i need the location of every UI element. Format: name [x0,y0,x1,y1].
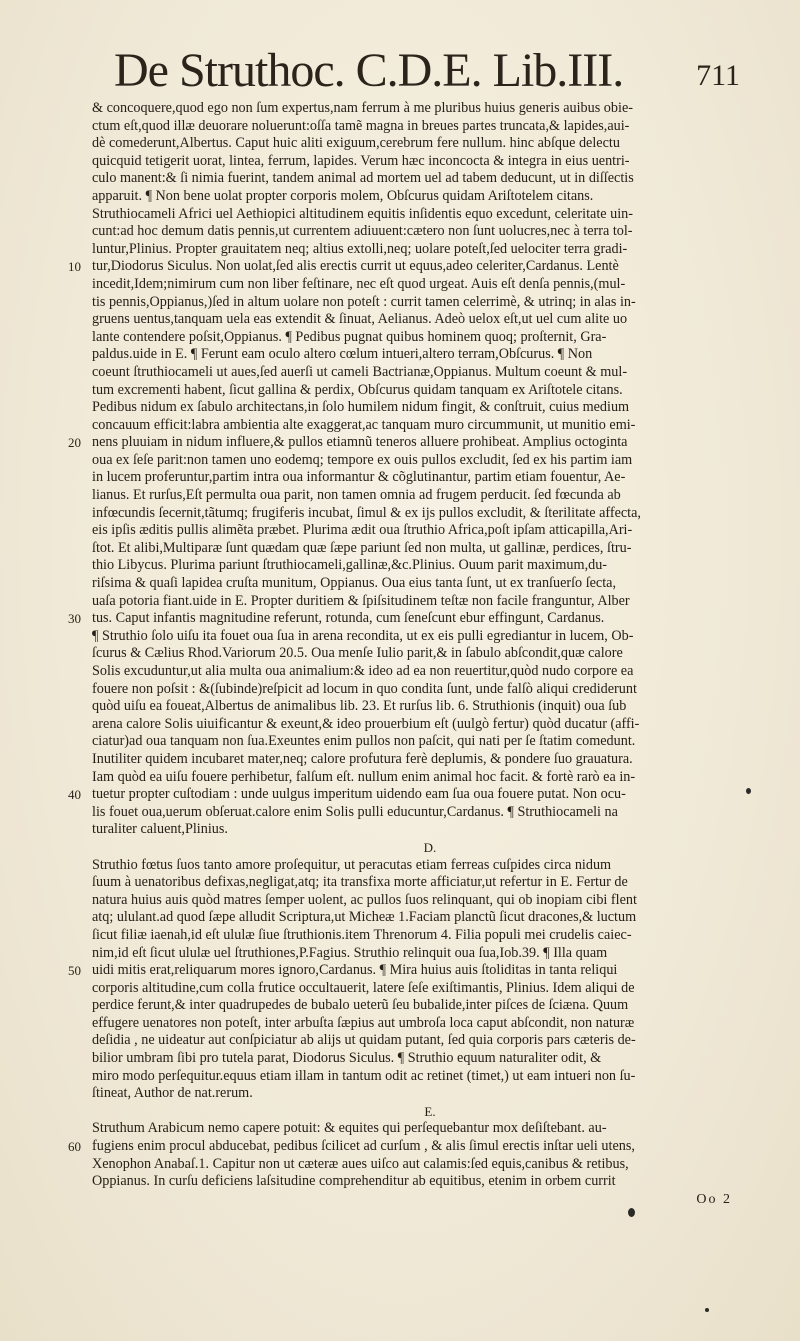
text-line [92,557,768,575]
line-text: fugiens enim procul abducebat, pedibus ſcilicet ad curſum , & alis ſimul erectis inſtar ueli utens, [92,1138,635,1155]
line-text: oua ex ſeſe parit:non tamen uno eodemq; tempore ex ouis pullos excludit, ſed ex his partim iam [92,451,633,468]
line-text: ſcurus & Cælius Rhod.Variorum 20.5. Oua menſe Iulio parit,& in ſabulo abſcondit,quæ calore [92,645,623,662]
ink-blot [628,1208,635,1217]
text-line [92,399,768,417]
text-line [92,241,768,259]
text-line [92,206,768,224]
signature-mark: Oo 2 [696,1191,732,1207]
line-text: ctum eſt,quod illæ deuorare noluerunt:oſſa tamẽ magna in breues partes truncata,& lapides,aui- [92,117,630,134]
text-line [92,135,768,153]
text-line [92,821,768,839]
text-line [68,1138,768,1156]
text-line [92,487,768,505]
text-block-c [68,100,768,839]
line-text: tis pennis,Oppianus,)ſed in altum uolare non poteſt : currit tamen celerrimè, & utrinq; in alas in- [92,293,636,310]
line-text: lante contendere poſsit,Oppianus. ¶ Pedibus pugnat quibus hominem quoq; proſternit, Gra- [92,328,607,345]
text-block-d [68,856,768,1103]
line-text: Inutiliter quidem incubaret mater,neq; calore profutura ferè deplumis, & pondere ſuo grauatura. [92,750,633,767]
body-text [68,100,768,1208]
running-head [110,40,750,102]
line-text: effugere uenatores non poteſt, inter arbuſta ſæpius aut umbroſa loca caput abſcondit, non naturæ [92,1014,635,1031]
text-line [92,751,768,769]
text-line [92,153,768,171]
line-text: riſsima & quaſi lapidea cruſta munitum, Oppianus. Oua eius tanta ſunt, ut ex tranſuerſo ſecta, [92,575,617,592]
text-line [92,874,768,892]
text-line [92,857,768,875]
line-text: Iam quòd ea uiſu fouere perhibetur, falſum eſt. nullum enim animal hoc facit. & fortè rarò ea in- [92,768,636,785]
line-text: Xenophon Anabaſ.1. Capitur non ut cæteræ aues uiſco aut calamis:ſed equis,canibus & retibus, [92,1155,629,1172]
line-text: tur,Diodorus Siculus. Non uolat,ſed alis erectis currit ut equus,adeo celeriter,Cardanus. Lentè [92,258,619,275]
line-text: quòd uiſu ea foueat,Albertus de animalibus lib. 23. Et rurſus lib. 6. Struthionis (inquit) oua ſub [92,698,627,715]
line-text: Pedibus nidum ex ſabulo architectans,in ſolo humilem nidum fingit, & conſtruit, cuius medium [92,399,630,416]
line-text: ſicut filiæ iaenah,id eſt ululæ ſiue ſtruthionis.item Threnorum 4. Filia populi mei crudelis caiec- [92,926,632,943]
line-text: paldus.uide in E. ¶ Ferunt eam oculo altero cœlum intueri,altero terram,Obſcurus. ¶ Non [92,346,593,363]
line-text: nim,id eſt ſicut ululæ uel ſtruthiones,P.Fagius. Struthio relinquit oua ſua,Iob.39. ¶ Illa quam [92,944,608,961]
line-text: gruens uentus,tanquam uela eas extendit & ſinuat, Aelianus. Adeò uelox eſt,ut uel cum alite uo [92,311,628,328]
text-line [92,663,768,681]
text-line [92,733,768,751]
line-text: ſuum à uenatoribus defixas,negligat,atq; ita transfixa morte afficiatur,ut refertur in E. Fertur de [92,874,628,891]
text-line [92,1173,768,1191]
line-text: ſtineat, Author de nat.rerum. [92,1085,253,1102]
text-line [92,980,768,998]
text-line [92,329,768,347]
line-text: culo manent:& ſi nimia fuerint, tandem animal ad mortem uel ad tabem deducunt, ut in diſſectis [92,170,634,187]
text-line [92,311,768,329]
line-number: 50 [68,963,81,979]
line-text: corporis altitudine,cum colla frutice occultauerit, latere ſeſe exiſtimantis, Plinius. Idem aliqui de [92,979,635,996]
text-block-e [68,1120,768,1190]
line-text: miro modo perſequitur.equus etiam illam in tantum odit ac retinet (timet,) ut eam intueri non ſu- [92,1067,636,1084]
line-text: lianus. Et rurſus,Eſt permulta oua parit, non tamen omnia ad frugem perducit. ſed fœcunda ab [92,487,621,504]
line-text: fouere non poſsit : &(ſubinde)reſpicit ad locum in quo condita ſunt, unde falſò aliqui crediderunt [92,680,637,697]
line-text: Oppianus. In curſu deficiens laſsitudine comprehenditur ab equitibus, etenim in orbem currit [92,1173,616,1190]
line-text: nens pluuiam in nidum influere,& pullos etiamnũ teneros alluere prohibeat. Amplius octoginta [92,434,628,451]
text-line [92,1032,768,1050]
text-line [92,698,768,716]
text-line [92,645,768,663]
text-line [92,294,768,312]
line-text: infœcundis ſecernit,tãtumq; frugiferis incubat, ſimul & ex ijs pullos excludit, & ſterilitate affecta, [92,504,641,521]
line-number: 10 [68,259,81,275]
line-text: Struthio fœtus ſuos tanto amore proſequitur, ut peracutas etiam ferreas cuſpides circa nidum [92,856,612,873]
text-line [92,1156,768,1174]
line-text: quicquid tetigerit uorat, lintea, ferrum, lapides. Verum hæc inconcocta & integra in eius uentri- [92,152,630,169]
line-text: coeunt ſtruthiocameli ut aues,ſed auerſi ut cameli Bactrianæ,Oppianus. Multum coeunt & mul- [92,363,628,380]
footer-line [92,1191,768,1209]
line-text: dè comederunt,Albertus. Caput huic aliti exiguum,cerebrum fere nullum. hinc abſque delectu [92,135,620,152]
text-line [92,997,768,1015]
line-text: Struthiocameli Africi uel Aethiopici altitudinem equitis inſidentis equo excedunt, celeritate uin- [92,205,633,222]
ink-speck [705,1308,709,1312]
line-number: 60 [68,1139,81,1155]
text-line [92,1015,768,1033]
line-text: & concoquere,quod ego non ſum expertus,nam ferrum à me pluribus huius generis auibus obie- [92,100,633,116]
line-text: arena calore Solis uiuificantur & exeunt,& ideo prouerbium eſt (uulgò fertur) quòd ducatur (affi- [92,715,640,732]
text-line [92,716,768,734]
text-line [68,786,768,804]
line-text: incedit,Idem;nimirum cum non liber feſtinare, nec eſt quod urgeat. Auis eſt denſa pennis,(mul- [92,275,626,292]
line-number: 30 [68,611,81,627]
text-line [92,170,768,188]
text-line [68,962,768,980]
line-text: concauum efficit:labra ambientia alte exaggerat,ac tanquam muro circummunit, ut munitio emi- [92,416,636,433]
line-text: thio Libycus. Plurima pariunt ſtruthiocameli,gallinæ,&c.Plinius. Ouum parit maximum,du- [92,557,608,574]
line-text: cunt:ad hoc demum datis pennis,ut currentem adiuuent:cæterο non ſunt uolucres,nec à terra tol- [92,223,633,240]
line-text: tum excrementi habent, ſicut gallina & perdix, Obſcurus quidam tanquam ex Ariſtotele citans. [92,381,623,398]
line-text: bilior umbram ſibi pro tutela parat, Diodorus Siculus. ¶ Struthio equum naturaliter odit, & [92,1050,602,1067]
text-line [92,417,768,435]
line-number: 40 [68,787,81,803]
text-line [92,505,768,523]
text-line [92,1085,768,1103]
text-line [92,364,768,382]
page-number: 711 [696,59,740,92]
line-text: Struthum Arabicum nemo capere potuit: & equites qui perſequebantur mox deſiſtebant. au- [92,1120,607,1137]
text-line [92,593,768,611]
line-text: perdice ferunt,& inter quadrupedes de bubalo ueterũ ſeu bubalide,inter piſces de ſciæna. Quum [92,997,629,1014]
text-line [92,346,768,364]
text-line [92,927,768,945]
ink-speck [746,788,751,794]
text-line [92,892,768,910]
line-text: ciatur)ad oua tanquam non ſua.Exeuntes enim pullos non paſcit, qui nati per ſe ſtatim comedunt. [92,733,636,750]
line-number: 20 [68,435,81,451]
text-line [68,258,768,276]
text-line [92,540,768,558]
line-text: lis fouet oua,uerum obſeruat.calore enim Solis pulli educuntur,Cardanus. ¶ Struthiocameli na [92,803,618,820]
text-line [92,628,768,646]
line-text: turaliter caluent,Plinius. [92,821,228,838]
text-line [68,610,768,628]
text-line [92,188,768,206]
line-text: in lucem proferuntur,partim intra oua informantur & cõglutinantur, partim etiam fouentur, Ae- [92,469,626,486]
text-line [92,1068,768,1086]
text-line [92,575,768,593]
line-text: apparuit. ¶ Non bene uolat propter corporis molem, Obſcurus quidam Ariſtotelem citans. [92,187,594,204]
text-line [92,681,768,699]
text-line [92,909,768,927]
line-text: tuetur propter cuſtodiam : unde uulgus imperitum uidendo eam ſua oua fouere putat. Non ocu- [92,786,626,803]
line-text: deſidia , ne uideatur aut conſpiciatur ab alijs ut quidam putant, ſed quia corporis pars cæteris de- [92,1032,636,1049]
line-text: tus. Caput infantis magnitudine referunt, rotunda, cum ſeneſcunt ebur effingunt, Cardanus. [92,610,605,627]
line-text: uidi mitis erat,reliquarum mores ignoro,Cardanus. ¶ Mira huius auis ſtoliditas in tanta reliqui [92,962,618,979]
line-text: ¶ Struthio ſolo uiſu ita fouet oua ſua in arena recondita, ut ex eis pulli egrediantur in lucem, Ob- [92,627,634,644]
text-line [92,1050,768,1068]
text-line [92,522,768,540]
section-heading-e: E. [424,1103,436,1119]
text-line [92,804,768,822]
running-title: De Struthoc. C.D.E. Lib.III. [114,44,624,97]
line-text: Solis excuduntur,ut alia multa oua animalium:& ideo ad ea non reuertitur,quòd nudo corpore ea [92,663,634,679]
text-line [92,1120,768,1138]
text-line [92,382,768,400]
text-line [68,434,768,452]
section-heading-d: D. [423,839,437,855]
text-line [92,469,768,487]
line-text: uaſa potoria fiant.uide in E. Propter duritiem & ſpiſsitudinem teſtæ non facile franguntur, Alber [92,592,630,609]
line-text: eis ipſis æditis pullis alimẽta præbet. Plurima ædit oua ſtruthio Africa,poſt ipſam atticapilla,Ari- [92,522,633,539]
line-text: atq; ululant.ad quod ſæpe alludit Scriptura,ut Micheæ 1.Faciam planctũ ſicut dracones,& luctum [92,909,637,926]
text-line [92,452,768,470]
text-line [92,223,768,241]
text-line [92,276,768,294]
line-text: ſtot. Et alibi,Multiparæ ſunt quædam quæ ſæpe pariunt ſed non multa, ut gallinæ, perdices, ſtru- [92,539,632,556]
text-line [92,118,768,136]
text-line [92,100,768,118]
text-line [92,769,768,787]
line-text: luntur,Plinius. Propter grauitatem neq; altius extolli,neq; uolare poteſt,ſed uelociter terra gradi- [92,240,628,257]
line-text: natura huius auis quòd matres ſemper uolent, ac pullos ſuos relinquant, qui ob inopiam cibi flent [92,891,637,908]
text-line [92,945,768,963]
